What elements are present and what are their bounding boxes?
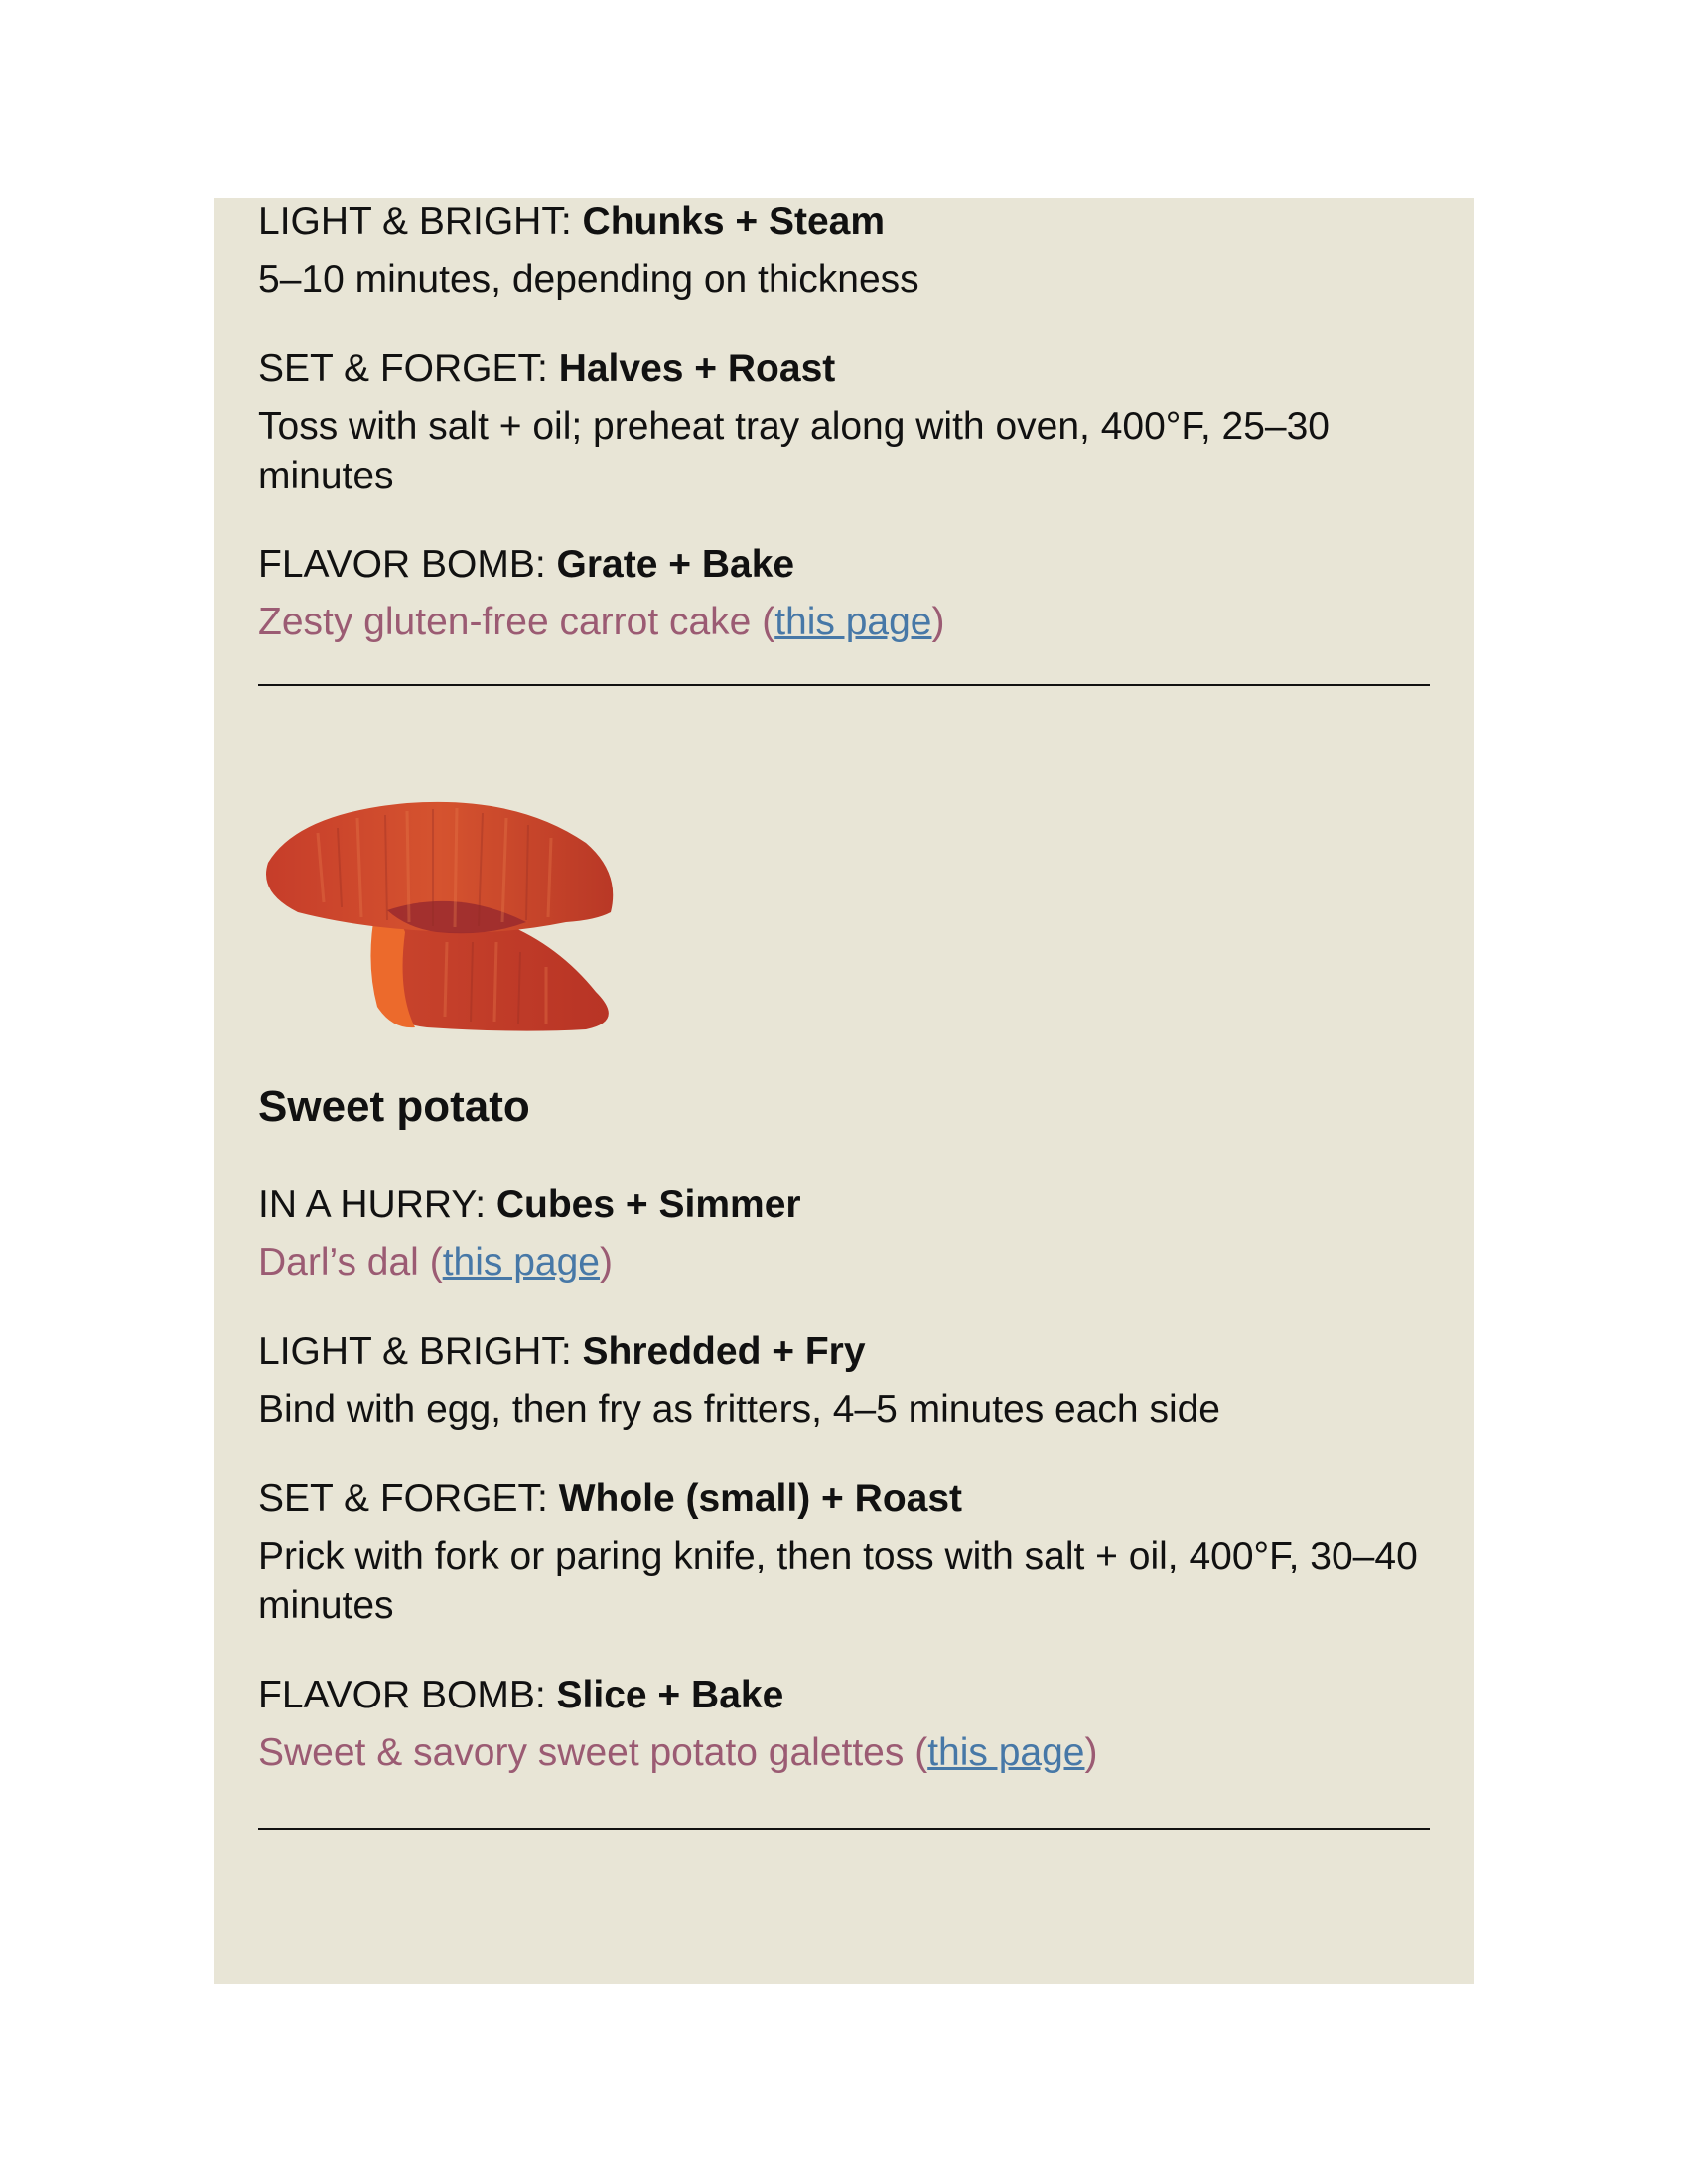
carrot-light-bright [258,198,1430,305]
recipe-reference: Sweet & savory sweet potato galettes (this page) [258,1731,1098,1774]
sweet-potato-flavor-bomb [258,1671,1430,1778]
method-description: Bind with egg, then fry as fritters, 4–5 minutes each side [258,1388,1221,1431]
method-name: Chunks + Steam [582,201,886,243]
sweet-potato-icon [258,793,620,1035]
category-label: LIGHT & BRIGHT: [258,201,572,243]
carrot-flavor-bomb [258,540,1430,647]
method-name: Halves + Roast [558,347,836,390]
method-heading [258,1327,1430,1377]
recipe-reference: Zesty gluten-free carrot cake (this page) [258,601,945,643]
method-heading [258,1180,1430,1230]
category-label: LIGHT & BRIGHT: [258,1330,572,1373]
method-heading [258,540,1430,590]
method-name: Whole (small) + Roast [558,1477,963,1520]
method-name: Slice + Bake [556,1674,784,1716]
category-label: FLAVOR BOMB: [258,1674,546,1716]
sweet-potato-in-a-hurry [258,1180,1430,1288]
method-description: Prick with fork or paring knife, then toss with salt + oil, 400°F, 30–40 minutes [258,1535,1418,1627]
category-label: SET & FORGET: [258,347,548,390]
section-divider [258,684,1430,686]
sweet-potato-light-bright [258,1327,1430,1434]
method-heading [258,1671,1430,1720]
method-name: Cubes + Simmer [495,1183,801,1226]
section-divider [258,1828,1430,1830]
method-heading [258,1474,1430,1524]
recipe-name: Zesty gluten-free carrot cake [258,601,752,643]
category-label: FLAVOR BOMB: [258,543,546,586]
method-description: Toss with salt + oil; preheat tray along with oven, 400°F, 25–30 minutes [258,405,1330,497]
recipe-name: Sweet & savory sweet potato galettes [258,1731,905,1774]
content-panel [214,198,1474,1984]
method-name: Grate + Bake [556,543,795,586]
carrot-set-forget [258,344,1430,501]
vegetable-title: Sweet potato [258,1082,530,1131]
page-link[interactable]: this page [774,601,932,643]
category-label: IN A HURRY: [258,1183,487,1226]
method-name: Shredded + Fry [582,1330,866,1373]
category-label: SET & FORGET: [258,1477,548,1520]
method-description: 5–10 minutes, depending on thickness [258,258,919,301]
page-link[interactable]: this page [442,1241,600,1284]
page-link[interactable]: this page [927,1731,1085,1774]
recipe-name: Darl’s dal [258,1241,419,1284]
method-heading [258,344,1430,394]
sweet-potato-set-forget [258,1474,1430,1631]
recipe-reference: Darl’s dal (this page) [258,1241,613,1284]
method-heading [258,198,1430,247]
